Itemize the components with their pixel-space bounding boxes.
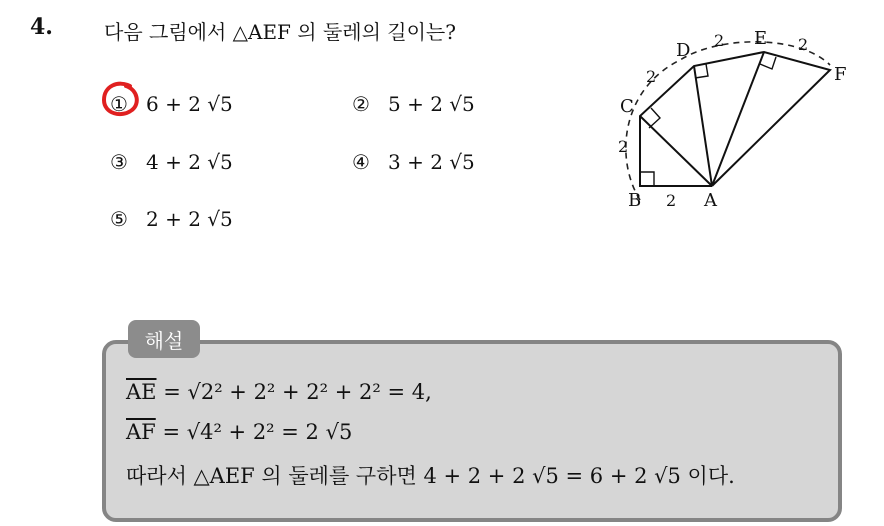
right-angle-B [640,172,654,186]
label-F: F [834,64,847,85]
choice-3[interactable] [110,150,233,174]
label-B: B [628,190,642,211]
segment-AE [712,52,764,186]
choice-1-expr: 6 + 2 √5 [146,92,233,116]
length-EF: 2 [798,35,809,54]
choice-5[interactable] [110,207,233,231]
choice-1-marker: ① [110,92,128,116]
geometry-figure [600,20,870,220]
choice-2-marker: ② [352,92,370,116]
choice-2[interactable] [352,92,475,116]
choice-4[interactable] [352,150,475,174]
question-text: 다음 그림에서 △AEF 의 둘레의 길이는? [104,20,456,44]
segment-AE-text: $\overline{AE}$ [126,380,157,404]
choice-4-marker: ④ [352,150,370,174]
choice-5-marker: ⑤ [110,207,128,231]
length-CD: 2 [646,67,657,86]
polygon-outline [640,52,830,186]
length-BC: 2 [618,137,629,156]
label-C: C [620,96,634,117]
solution-line-1 [126,380,432,404]
label-D: D [676,40,691,61]
choice-3-expr: 4 + 2 √5 [146,150,233,174]
choice-2-expr: 5 + 2 √5 [388,92,475,116]
segment-AF-text: $\overline{AF}$ [126,420,156,444]
answer-mark-circle [100,80,142,120]
segment-AD [694,66,712,186]
solution-line-2-rest: = √4² + 2² = 2 √5 [162,420,353,444]
choice-4-expr: 3 + 2 √5 [388,150,475,174]
solution-line-1-rest: = √2² + 2² + 2² + 2² = 4, [163,380,432,404]
question-number: 4. [30,14,53,40]
label-E: E [754,28,768,49]
label-A: A [704,190,717,211]
length-DE: 2 [714,31,725,50]
solution-line-3: 따라서 △AEF 의 둘레를 구하면 4 + 2 + 2 √5 = 6 + 2 √5 이다. [126,464,735,488]
solution-line-2 [126,420,352,444]
choice-5-expr: 2 + 2 √5 [146,207,233,231]
solution-tag: 해설 [128,320,200,358]
length-BA: 2 [666,191,677,210]
choice-3-marker: ③ [110,150,128,174]
